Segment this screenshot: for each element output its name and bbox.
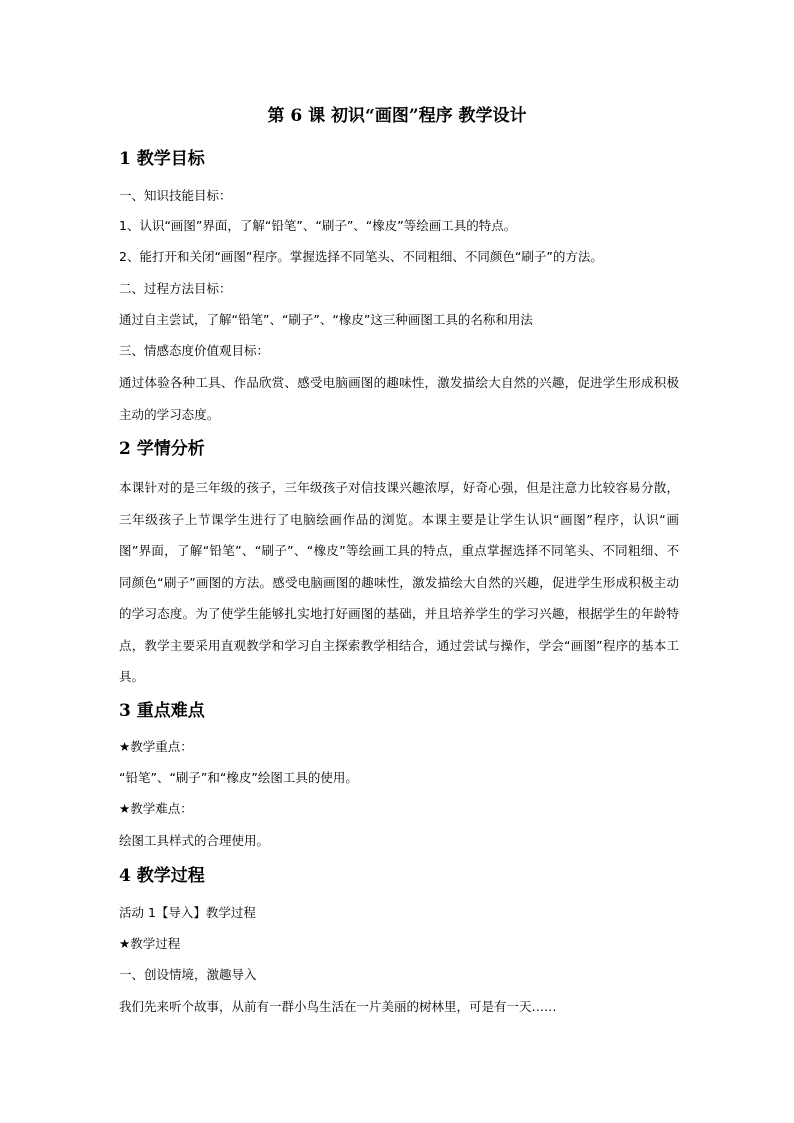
section-2-paragraph: 本课针对的是三年级的孩子，三年级孩子对信技课兴趣浓厚，好奇心强，但是注意力比较容易分散，三年级孩子上节课学生进行了电脑绘画作品的浏览。本课主要是让学生认识“画图”程序，认识“画图”界面，了解“铅笔”、“刷子”、“橡皮”等绘画工具的特点，重点掌握选择不同笔头、不同粗细、不同颜色“刷子”画图的方法。感受电脑画图的趣味性，激发描绘大自然的兴趣，促进学生形成积极主动的学习态度。为了使学生能够扎实地打好画图的基础，并且培养学生的学习兴趣，根据学生的年龄特点，教学主要采用直观教学和学习自主探索教学相结合，通过尝试与操作，学会“画图”程序的基本工具。 bbox=[119, 480, 679, 684]
section-1-line-4: 二、过程方法目标： bbox=[119, 281, 232, 296]
section-3-line-1: ★教学重点： bbox=[119, 739, 193, 754]
section-4-line-3: 一、创设情境，激趣导入 bbox=[119, 967, 257, 982]
section-1-line-5: 通过自主尝试，了解“铅笔”、“刷子”、“橡皮”这三种画图工具的名称和用法 bbox=[119, 312, 533, 327]
section-3-line-2: “铅笔”、“刷子”和“橡皮”绘图工具的使用。 bbox=[119, 770, 358, 785]
section-1-line-3: 2、能打开和关闭“画图”程序。掌握选择不同笔头、不同粗细、不同颜色“刷子”的方法。 bbox=[119, 249, 603, 264]
document-title: 第 6 课 初识“画图”程序 教学设计 bbox=[267, 106, 527, 126]
section-3-line-3: ★教学难点： bbox=[119, 801, 193, 816]
section-1-line-2: 1、认识“画图”界面，了解“铅笔”、“刷子”、“橡皮”等绘画工具的特点。 bbox=[119, 218, 517, 233]
section-4-line-4: 我们先来听个故事，从前有一群小鸟生活在一片美丽的树林里，可是有一天…… bbox=[119, 999, 557, 1014]
section-3-heading: 3 重点难点 bbox=[119, 701, 205, 721]
section-4-line-1: 活动 1【导入】教学过程 bbox=[119, 905, 256, 920]
section-3-line-4: 绘图工具样式的合理使用。 bbox=[119, 833, 270, 848]
section-1-line-6: 三、情感态度价值观目标： bbox=[119, 343, 270, 358]
section-1-heading: 1 教学目标 bbox=[119, 149, 205, 169]
section-1-paragraph: 通过体验各种工具、作品欣赏、感受电脑画图的趣味性，激发描绘大自然的兴趣，促进学生形成积极主动的学习态度。 bbox=[119, 375, 679, 422]
section-2-heading: 2 学情分析 bbox=[119, 439, 205, 459]
section-1-line-1: 一、知识技能目标： bbox=[119, 188, 232, 203]
section-4-line-2: ★教学过程 bbox=[119, 936, 181, 951]
section-4-heading: 4 教学过程 bbox=[119, 866, 205, 886]
